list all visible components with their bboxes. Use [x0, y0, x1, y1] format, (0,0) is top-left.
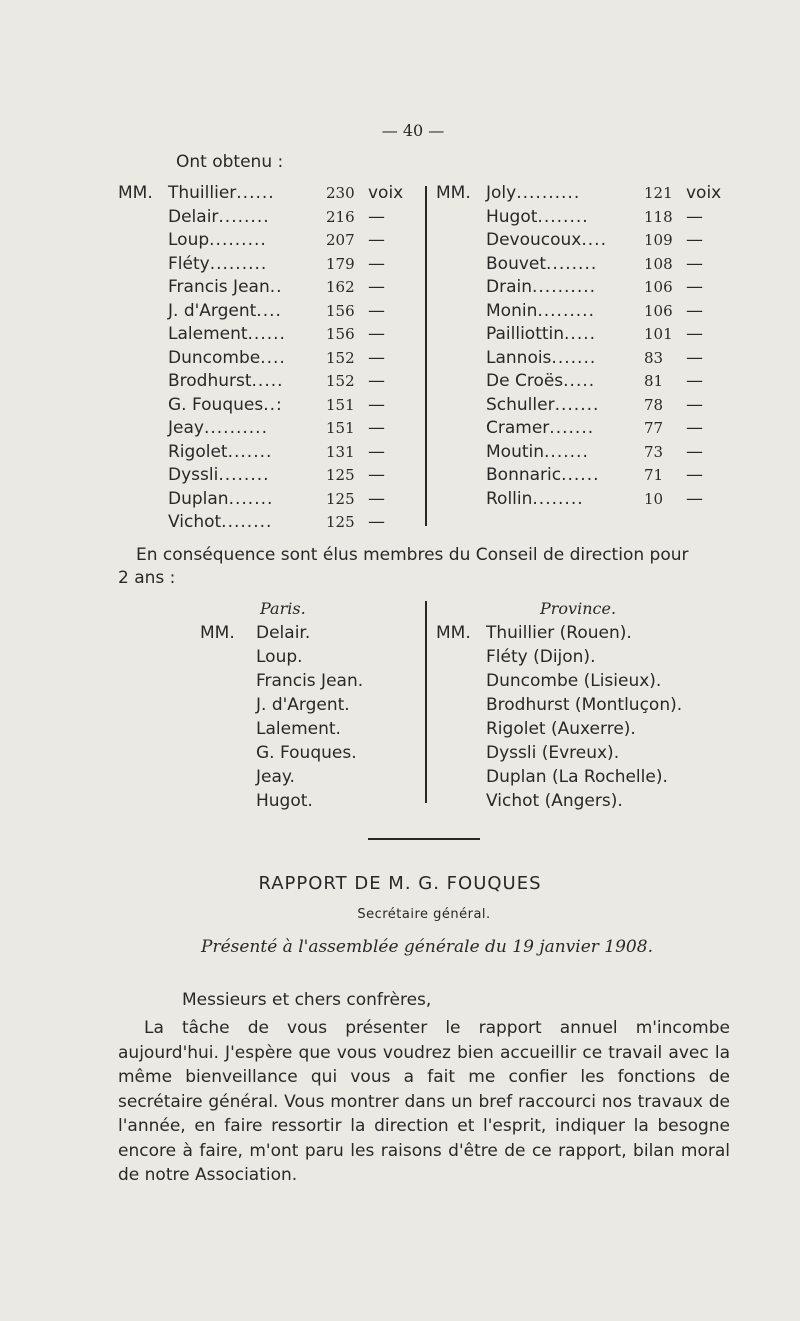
candidate-name-text: Fléty	[168, 253, 210, 274]
candidate-name	[168, 323, 286, 347]
elected-member-name: Duplan (La Rochelle).	[486, 767, 668, 787]
candidate-name-text: Cramer	[486, 418, 550, 438]
elected-member-row	[168, 693, 428, 717]
vote-count: 131	[326, 442, 355, 461]
report-date-line: Présenté à l'assemblée générale du 19 janvier 1908.	[201, 937, 653, 957]
elected-member-name: Hugot.	[256, 791, 313, 811]
vote-unit: voix	[368, 183, 404, 203]
vote-row	[118, 511, 418, 535]
leader-dots: ........	[546, 253, 598, 274]
vote-row	[436, 464, 736, 488]
elected-member-name: Francis Jean.	[256, 671, 364, 691]
candidate-name	[486, 253, 597, 277]
leader-dots: .........	[537, 300, 595, 321]
elected-member-name: Duncombe (Lisieux).	[486, 671, 662, 691]
candidate-name-text: G. Fouques	[168, 394, 264, 415]
elected-member-row	[436, 621, 736, 645]
elected-member-row	[436, 765, 736, 789]
vote-count: 216	[326, 207, 355, 226]
candidate-name-text: Schuller	[486, 394, 555, 415]
vote-unit: —	[368, 512, 385, 532]
candidate-name	[486, 394, 599, 418]
vote-count: 152	[326, 372, 355, 390]
vote-count: 121	[644, 184, 673, 202]
candidate-name-text: Vichot	[168, 512, 222, 532]
candidate-name-text: Joly	[486, 183, 517, 203]
vote-count: 125	[326, 466, 355, 484]
vote-row	[118, 323, 418, 347]
elected-member-row	[436, 789, 736, 813]
elected-prefix: MM.	[436, 623, 471, 643]
candidate-name	[168, 182, 275, 206]
elected-member-name: Thuillier (Rouen).	[486, 623, 632, 643]
candidate-name	[168, 347, 286, 371]
vote-count: 125	[326, 489, 355, 508]
vote-unit: —	[686, 253, 703, 274]
leader-dots: .........	[209, 230, 267, 250]
vote-row	[436, 394, 736, 418]
elected-prefix: MM.	[200, 623, 235, 643]
vote-unit: —	[686, 347, 703, 368]
elected-member-name: Lalement.	[256, 719, 341, 739]
vote-row	[436, 417, 736, 441]
candidate-name-text: Dyssli	[168, 465, 219, 485]
candidate-name-text: J. d'Argent	[168, 300, 257, 321]
vote-count: 125	[326, 513, 355, 531]
vote-unit: —	[368, 230, 385, 250]
candidate-name-text: Thuillier	[168, 183, 237, 203]
elected-province-column	[436, 597, 736, 813]
vote-count: 101	[644, 325, 673, 343]
elected-member-name: Loup.	[256, 647, 303, 667]
candidate-name	[486, 300, 595, 324]
candidate-name	[168, 394, 283, 418]
leader-dots: ......	[561, 465, 600, 485]
leader-dots: ..:	[263, 394, 283, 415]
vote-count: 106	[644, 301, 673, 320]
report-title: RAPPORT DE M. G. FOUQUES	[258, 873, 542, 894]
vote-column-left	[118, 182, 418, 535]
elected-member-name: Vichot (Angers).	[486, 791, 623, 811]
elected-member-row	[168, 669, 428, 693]
candidate-name-text: Hugot	[486, 206, 538, 227]
leader-dots: ......	[236, 183, 275, 203]
leader-dots: .......	[554, 394, 600, 415]
candidate-name	[486, 464, 600, 488]
candidate-name-text: Duncombe	[168, 347, 261, 368]
leader-dots: ..........	[532, 277, 597, 297]
vote-row	[436, 488, 736, 512]
leader-dots: .......	[228, 488, 274, 509]
candidate-name-text: Francis Jean	[168, 277, 270, 297]
elected-member-row	[168, 645, 428, 669]
vote-row	[436, 253, 736, 277]
vote-count: 151	[326, 395, 355, 414]
section-rule	[368, 838, 480, 840]
vote-row	[436, 300, 736, 324]
candidate-name-text: De Croës	[486, 371, 564, 391]
vote-unit: —	[368, 277, 385, 297]
vote-row	[118, 347, 418, 371]
elected-member-row	[168, 621, 428, 645]
vote-count: 77	[644, 419, 664, 437]
candidate-name-text: Duplan	[168, 488, 229, 509]
vote-row	[118, 417, 418, 441]
candidate-name	[168, 511, 272, 535]
leader-dots: .....	[251, 371, 284, 391]
vote-prefix: MM.	[118, 183, 153, 203]
elected-member-name: J. d'Argent.	[256, 695, 350, 715]
candidate-name	[486, 182, 580, 206]
vote-count: 179	[326, 254, 355, 273]
vote-row	[118, 276, 418, 300]
vote-unit: —	[368, 465, 385, 485]
leader-dots: ....	[256, 300, 282, 321]
leader-dots: .....	[564, 324, 597, 344]
candidate-name	[486, 417, 594, 441]
vote-count: 109	[644, 231, 673, 249]
report-subtitle: Secrétaire général.	[357, 907, 491, 922]
vote-row	[118, 394, 418, 418]
vote-row	[436, 182, 736, 206]
candidate-name-text: Moutin	[486, 441, 545, 462]
vote-unit: —	[686, 441, 703, 462]
leader-dots: ....	[581, 230, 607, 250]
elected-member-row	[436, 741, 736, 765]
elected-member-name: Jeay.	[256, 767, 295, 787]
candidate-name	[168, 206, 270, 230]
vote-count: 118	[644, 207, 673, 226]
candidate-name-text: Lannois	[486, 347, 552, 368]
candidate-name	[168, 464, 270, 488]
vote-row	[118, 182, 418, 206]
vote-unit: —	[686, 206, 703, 227]
leader-dots: ..........	[516, 183, 581, 203]
candidate-name	[486, 488, 584, 512]
vote-unit: —	[686, 300, 703, 321]
candidate-name-text: Rollin	[486, 488, 533, 509]
candidate-name-text: Loup	[168, 230, 210, 250]
elected-member-row	[436, 645, 736, 669]
leader-dots: ..	[269, 277, 283, 297]
candidate-name-text: Rigolet	[168, 441, 228, 462]
candidate-name-text: Monin	[486, 300, 538, 321]
election-statement-line2: 2 ans :	[118, 568, 176, 588]
vote-count: 10	[644, 489, 664, 508]
candidate-name	[486, 441, 589, 465]
vote-count: 156	[326, 301, 355, 320]
candidate-name-text: Bouvet	[486, 253, 547, 274]
candidate-name	[486, 276, 596, 300]
candidate-name	[168, 488, 273, 512]
vote-unit: —	[368, 441, 385, 462]
candidate-name-text: Lalement	[168, 324, 248, 344]
vote-count: 73	[644, 442, 664, 461]
leader-dots: ........	[218, 206, 270, 227]
candidate-name-text: Devoucoux	[486, 230, 582, 250]
candidate-name	[486, 206, 589, 230]
leader-dots: .......	[544, 441, 589, 462]
elected-member-row	[436, 717, 736, 741]
vote-unit: —	[686, 324, 703, 344]
vote-row	[118, 253, 418, 277]
elected-paris-column	[168, 597, 428, 813]
vote-count: 162	[326, 278, 355, 296]
leader-dots: .......	[551, 347, 597, 368]
vote-unit: —	[368, 418, 385, 438]
vote-count: 151	[326, 419, 355, 437]
vote-unit: —	[368, 488, 385, 509]
vote-row	[118, 229, 418, 253]
vote-unit: —	[686, 488, 703, 509]
intro-text: Ont obtenu :	[176, 152, 284, 172]
candidate-name-text: Bonnaric	[486, 465, 562, 485]
candidate-name-text: Pailliottin	[486, 324, 565, 344]
elected-member-name: Rigolet (Auxerre).	[486, 719, 636, 739]
election-statement	[118, 544, 730, 590]
vote-count: 81	[644, 372, 664, 390]
vote-row	[436, 323, 736, 347]
leader-dots: .......	[227, 441, 273, 462]
vote-count: 83	[644, 348, 664, 367]
elected-member-row	[168, 717, 428, 741]
paris-heading: Paris.	[260, 599, 306, 618]
candidate-name	[486, 229, 607, 253]
vote-row	[436, 441, 736, 465]
vote-unit: —	[368, 206, 385, 227]
column-divider	[425, 186, 427, 526]
vote-row	[118, 370, 418, 394]
leader-dots: ........	[218, 465, 270, 485]
leader-dots: ....	[260, 347, 286, 368]
vote-unit: —	[368, 300, 385, 321]
vote-row	[118, 441, 418, 465]
vote-count: 78	[644, 395, 664, 414]
leader-dots: ........	[532, 488, 584, 509]
salutation: Messieurs et chers confrères,	[182, 990, 432, 1010]
vote-row	[118, 488, 418, 512]
candidate-name	[168, 253, 267, 277]
candidate-name	[486, 347, 596, 371]
vote-unit: —	[368, 371, 385, 391]
elected-member-name: Delair.	[256, 623, 311, 643]
report-paragraph-text: La tâche de vous présenter le rapport annuel m'incombe aujourd'hui. J'espère que vous voudrez bien accueillir ce travail avec la même bienveillance qui vous a fait me confier les fonctions de secrétaire général. Vous montrer dans un bref raccourci nos travaux de l'année, en faire ressortir la direction et l'esprit, indiquer la besogne encore à faire, m'ont paru les raisons d'être de ce rapport, bilan moral de notre Association.	[118, 1018, 730, 1185]
vote-column-right	[436, 182, 736, 511]
candidate-name	[168, 229, 267, 253]
vote-count: 71	[644, 466, 664, 484]
vote-unit: —	[686, 418, 703, 438]
vote-unit: —	[686, 394, 703, 415]
candidate-name-text: Drain	[486, 277, 532, 297]
vote-row	[118, 464, 418, 488]
candidate-name	[168, 276, 283, 300]
leader-dots: ......	[247, 324, 286, 344]
page-number: — 40 —	[381, 121, 445, 140]
candidate-name	[168, 441, 272, 465]
vote-prefix: MM.	[436, 183, 471, 203]
vote-count: 108	[644, 254, 673, 273]
vote-unit: —	[686, 465, 703, 485]
candidate-name	[486, 323, 596, 347]
elected-member-name: G. Fouques.	[256, 743, 357, 763]
vote-unit: —	[368, 394, 385, 415]
candidate-name-text: Brodhurst	[168, 371, 252, 391]
elected-member-row	[168, 789, 428, 813]
vote-count: 106	[644, 278, 673, 296]
leader-dots: ........	[537, 206, 589, 227]
leader-dots: ..........	[203, 418, 268, 438]
vote-count: 152	[326, 348, 355, 367]
vote-row	[436, 229, 736, 253]
elected-member-name: Brodhurst (Montluçon).	[486, 695, 683, 715]
candidate-name	[168, 370, 284, 394]
candidate-name	[168, 417, 268, 441]
vote-unit: —	[686, 230, 703, 250]
vote-count: 207	[326, 231, 355, 249]
vote-row	[436, 370, 736, 394]
elected-member-name: Dyssli (Evreux).	[486, 743, 620, 763]
vote-unit: —	[368, 347, 385, 368]
column-divider	[425, 601, 427, 803]
candidate-name	[486, 370, 595, 394]
vote-unit: —	[686, 277, 703, 297]
vote-unit: —	[368, 253, 385, 274]
vote-row	[436, 276, 736, 300]
leader-dots: .......	[549, 418, 595, 438]
vote-unit: —	[686, 371, 703, 391]
vote-row	[436, 347, 736, 371]
vote-row	[118, 300, 418, 324]
elected-member-row	[436, 669, 736, 693]
leader-dots: .....	[563, 371, 596, 391]
elected-member-row	[168, 765, 428, 789]
elected-members-table	[118, 597, 738, 809]
candidate-name-text: Jeay	[168, 418, 204, 438]
vote-unit: —	[368, 324, 385, 344]
report-paragraph	[118, 1016, 730, 1188]
leader-dots: ........	[221, 512, 273, 532]
elected-member-row	[168, 741, 428, 765]
election-statement-line1: En conséquence sont élus membres du Conseil de direction pour	[136, 545, 689, 565]
leader-dots: .........	[209, 253, 268, 274]
candidate-name-text: Delair	[168, 206, 219, 227]
elected-member-row	[436, 693, 736, 717]
province-heading: Province.	[540, 599, 617, 618]
vote-unit: voix	[686, 183, 722, 203]
vote-row	[118, 206, 418, 230]
elected-member-name: Fléty (Dijon).	[486, 647, 596, 667]
vote-count: 156	[326, 325, 355, 343]
vote-row	[436, 206, 736, 230]
vote-results-table	[118, 182, 738, 532]
vote-count: 230	[326, 184, 355, 202]
candidate-name	[168, 300, 282, 324]
